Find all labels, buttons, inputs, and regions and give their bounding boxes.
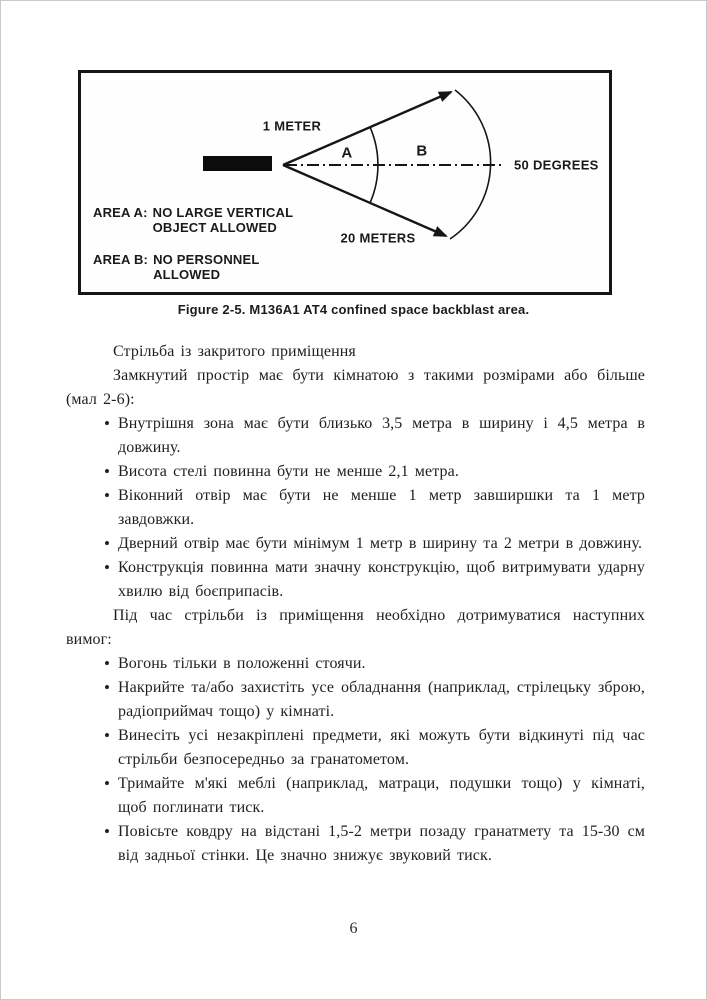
weapon-rect [203,156,272,171]
list-item: • Висота стелі повинна бути не менше 2,1 метра. [66,460,645,484]
area-a-letter: A [341,144,353,162]
twenty-meters-label: 20 METERS [340,230,416,246]
lower-arrow [283,165,446,236]
list-item: • Вогонь тільки в положенні стоячи. [66,652,645,676]
list-item: • Дверний отвір має бути мінімум 1 метр в ширину та 2 метри в довжину. [66,532,645,556]
area-b-note [93,252,265,282]
list-item: • Повісьте ковдру на відстані 1,5-2 метри позаду гранатмету та 15-30 см від задньої стінки. Це значно знижує звуковий тиск. [66,820,645,868]
area-b-note-text: NO PERSONNEL ALLOWED [153,252,260,282]
list-item: • Тримайте м'які меблі (наприклад, матраци, подушки тощо) у кімнаті, щоб поглинати тиск. [66,772,645,820]
section-heading: Стрільба із закритого приміщення [113,343,356,360]
area-a-note-label: AREA A: [93,205,148,220]
firing-requirements-list [66,652,645,868]
fifty-degrees-label: 50 DEGREES [514,157,599,173]
intro-paragraph: Замкнутий простір має бути кімнатою з такими розмірами або більше (мал 2-6): [66,367,645,408]
list-item: • Накрийте та/або захистіть усе обладнання (наприклад, стрілецьку зброю, радіоприймач тощо) у кімнаті. [66,676,645,724]
backblast-figure-box [78,70,612,295]
page-number: 6 [349,920,358,937]
one-meter-label: 1 METER [262,118,322,134]
area-b-letter: B [416,142,428,160]
list-item: • Віконний отвір має бути не менше 1 метр завширшки та 1 метр завдовжки. [66,484,645,532]
area-a-note-text: NO LARGE VERTICAL OBJECT ALLOWED [152,205,293,235]
room-requirements-list [66,412,645,604]
figure-caption: Figure 2-5. M136A1 AT4 confined space backblast area. [177,302,530,317]
body-text [66,340,645,868]
firing-requirements-paragraph: Під час стрільби із приміщення необхідно дотримуватися наступних вимог: [66,607,645,648]
list-item: • Конструкція повинна мати значну конструкцію, щоб витримувати ударну хвилю від боєприпасів. [66,556,645,604]
area-b-note-label: AREA B: [93,252,149,267]
list-item: • Винесіть усі незакріплені предмети, які можуть бути відкинуті під час стрільби безпосередньо за гранатометом. [66,724,645,772]
list-item: • Внутрішня зона має бути близько 3,5 метра в ширину і 4,5 метра в довжину. [66,412,645,460]
area-a-note [93,205,295,235]
